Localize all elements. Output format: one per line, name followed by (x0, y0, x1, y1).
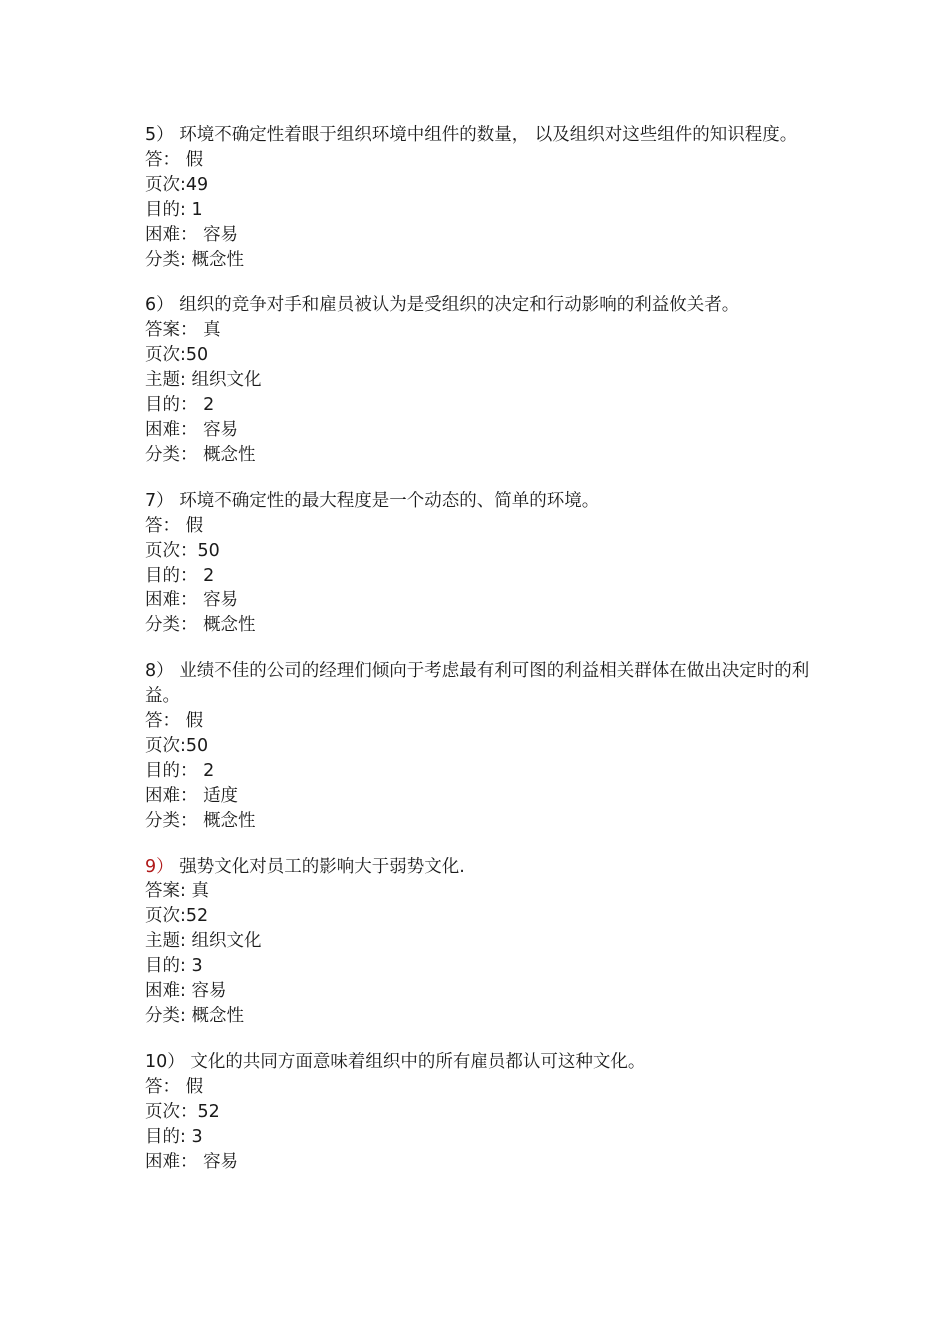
question-text (145, 659, 810, 709)
question-text (145, 293, 810, 318)
question-body: 组织的竞争对手和雇员被认为是受组织的决定和行动影响的利益攸关者。 (173, 295, 740, 316)
question-number: 10） (145, 1051, 185, 1072)
objective-line: 目的: 3 (145, 1126, 203, 1147)
question-body: 业绩不佳的公司的经理们倾向于考虑最有利可图的利益相关群体在做出决定时的利益。 (145, 661, 810, 707)
difficulty-line: 困难： 容易 (145, 590, 239, 611)
question-text (145, 855, 810, 880)
page-line: 页次:52 (145, 906, 209, 927)
question-body: 环境不确定性的最大程度是一个动态的、简单的环境。 (173, 490, 600, 511)
difficulty-line: 困难： 容易 (145, 224, 239, 245)
question-number: 9） (145, 856, 174, 877)
objective-line: 目的: 1 (145, 199, 203, 220)
question-6 (145, 293, 810, 467)
difficulty-line: 困难： 适度 (145, 785, 239, 806)
answer-line: 答： 假 (145, 515, 204, 536)
difficulty-line: 困难： 容易 (145, 1151, 239, 1172)
question-text (145, 123, 810, 148)
question-number: 8） (145, 661, 174, 682)
category-line: 分类： 概念性 (145, 810, 256, 831)
question-text (145, 489, 810, 514)
objective-line: 目的： 2 (145, 565, 215, 586)
question-7 (145, 489, 810, 638)
page-line: 页次:50 (145, 735, 209, 756)
category-line: 分类: 概念性 (145, 249, 244, 270)
answer-line: 答案: 真 (145, 881, 209, 902)
question-5 (145, 123, 810, 272)
question-body: 文化的共同方面意味着组织中的所有雇员都认可这种文化。 (184, 1051, 646, 1072)
objective-line: 目的： 2 (145, 760, 215, 781)
answer-line: 答： 假 (145, 711, 204, 732)
page-line: 页次:49 (145, 174, 209, 195)
difficulty-line: 困难: 容易 (145, 981, 227, 1002)
difficulty-line: 困难： 容易 (145, 419, 239, 440)
page-line: 页次：52 (145, 1101, 220, 1122)
question-10 (145, 1050, 810, 1175)
objective-line: 目的: 3 (145, 956, 203, 977)
document-page (145, 123, 810, 1195)
question-text (145, 1050, 810, 1075)
question-8 (145, 659, 810, 833)
topic-line: 主题: 组织文化 (145, 370, 262, 391)
question-body: 环境不确定性着眼于组织环境中组件的数量， 以及组织对这些组件的知识程度。 (173, 125, 798, 145)
question-body: 强势文化对员工的影响大于弱势文化. (173, 856, 465, 877)
answer-line: 答案： 真 (145, 320, 221, 341)
objective-line: 目的： 2 (145, 395, 215, 416)
category-line: 分类： 概念性 (145, 615, 256, 636)
category-line: 分类: 概念性 (145, 1006, 244, 1026)
page-line: 页次：50 (145, 540, 220, 561)
question-9 (145, 855, 810, 1029)
question-number: 6） (145, 295, 174, 316)
topic-line: 主题: 组织文化 (145, 931, 262, 952)
question-number: 5） (145, 125, 174, 145)
answer-line: 答： 假 (145, 1076, 204, 1097)
page-line: 页次:50 (145, 345, 209, 366)
answer-line: 答： 假 (145, 149, 204, 170)
category-line: 分类： 概念性 (145, 444, 256, 465)
question-number: 7） (145, 490, 174, 511)
